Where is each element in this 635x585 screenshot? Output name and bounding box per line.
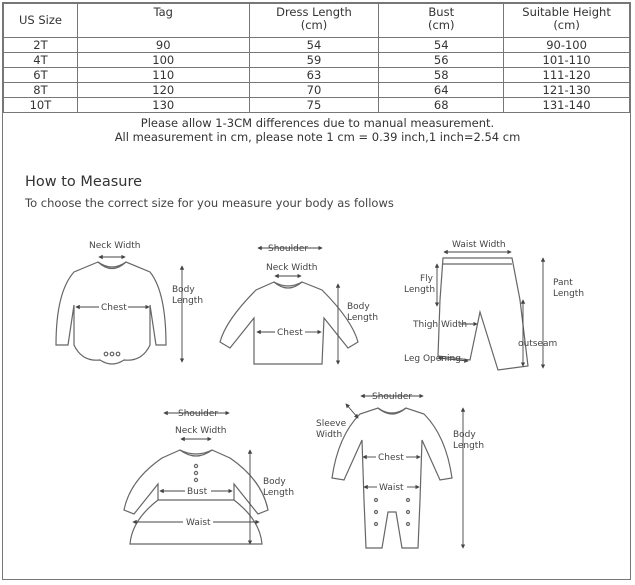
- romper-button: [407, 523, 410, 526]
- label-pant-length-2: Length: [553, 289, 585, 299]
- cell-tag: 100: [77, 53, 249, 68]
- romper-diagram: [316, 392, 484, 548]
- cell-tag: 110: [77, 68, 249, 83]
- snap-button: [110, 352, 114, 356]
- cell-suitable-height: 111-120: [504, 68, 630, 83]
- dress-collar: [180, 450, 212, 456]
- label-shoulder: Shoulder: [268, 244, 309, 254]
- label-body-length-2: Length: [453, 441, 485, 451]
- romper-button: [375, 499, 378, 502]
- label-body-length-2: Length: [347, 313, 379, 323]
- label-leg-opening: Leg Opening: [404, 354, 461, 364]
- label-body-length-1: Body: [263, 477, 286, 487]
- pants-diagram: [404, 240, 584, 370]
- shirt-diagram: [220, 244, 378, 364]
- romper-button: [375, 511, 378, 514]
- label-waist-width: Waist Width: [452, 240, 506, 250]
- cell-tag: 120: [77, 83, 249, 98]
- cell-us-size: 4T: [4, 53, 78, 68]
- cell-us-size: 10T: [4, 98, 78, 113]
- cell-dress-length: 63: [249, 68, 379, 83]
- cell-us-size: 8T: [4, 83, 78, 98]
- header-dress-length: Dress Length (cm): [249, 4, 379, 38]
- dress-button: [194, 471, 197, 474]
- snap-button: [116, 352, 120, 356]
- cell-suitable-height: 90-100: [504, 38, 630, 53]
- cell-suitable-height: 121-130: [504, 83, 630, 98]
- cell-us-size: 2T: [4, 38, 78, 53]
- shirt-collar: [274, 282, 302, 288]
- cell-suitable-height: 101-110: [504, 53, 630, 68]
- label-fly-length-2: Length: [404, 285, 436, 295]
- bodysuit-outline: [56, 262, 166, 364]
- how-to-measure-title: How to Measure: [25, 174, 143, 190]
- label-outseam: outseam: [518, 339, 558, 349]
- romper-button: [407, 499, 410, 502]
- label-waist: Waist: [186, 518, 211, 528]
- label-chest: Chest: [378, 453, 404, 463]
- how-to-measure-subtitle: To choose the correct size for you measure your body as follows: [25, 196, 394, 210]
- header-suitable-height: Suitable Height (cm): [504, 4, 630, 38]
- label-neck-width: Neck Width: [266, 263, 318, 273]
- header-tag: Tag: [77, 4, 249, 38]
- dress-button: [194, 478, 197, 481]
- label-sleeve-width-2: Width: [316, 430, 343, 440]
- label-waist: Waist: [379, 483, 404, 493]
- label-body-length-1: Body: [347, 302, 370, 312]
- label-body-length-2: Length: [263, 488, 295, 498]
- header-us-size: US Size: [4, 4, 78, 38]
- cell-tag: 130: [77, 98, 249, 113]
- snap-button: [104, 352, 108, 356]
- cell-dress-length: 70: [249, 83, 379, 98]
- label-sleeve-width-1: Sleeve: [316, 419, 347, 429]
- dress-button: [194, 464, 197, 467]
- cell-tag: 90: [77, 38, 249, 53]
- label-chest: Chest: [101, 303, 127, 313]
- label-neck-width: Neck Width: [89, 241, 141, 251]
- label-shoulder: Shoulder: [372, 392, 413, 402]
- shirt-outline: [220, 282, 358, 364]
- cell-bust: 64: [379, 83, 504, 98]
- cell-bust: 58: [379, 68, 504, 83]
- cell-dress-length: 75: [249, 98, 379, 113]
- bodysuit-diagram: [56, 241, 203, 364]
- romper-button: [375, 523, 378, 526]
- label-thigh-width: Thigh Width: [413, 320, 468, 330]
- label-chest: Chest: [277, 328, 303, 338]
- header-bust: Bust (cm): [379, 4, 504, 38]
- cell-dress-length: 54: [249, 38, 379, 53]
- label-neck-width: Neck Width: [175, 426, 227, 436]
- romper-button: [407, 511, 410, 514]
- dress-diagram: [124, 409, 294, 544]
- label-body-length-1: Body: [172, 285, 195, 295]
- label-bust: Bust: [187, 487, 208, 497]
- cell-bust: 56: [379, 53, 504, 68]
- label-shoulder: Shoulder: [178, 409, 219, 419]
- sleeve-width-line: [346, 404, 358, 418]
- label-body-length-1: Body: [453, 430, 476, 440]
- romper-outline: [332, 408, 452, 548]
- note-unit-conversion: All measurement in cm, please note 1 cm = 0.39 inch,1 inch=2.54 cm: [114, 130, 521, 144]
- note-measurement-tolerance: Please allow 1-3CM differences due to manual measurement.: [140, 116, 495, 130]
- cell-dress-length: 59: [249, 53, 379, 68]
- cell-us-size: 6T: [4, 68, 78, 83]
- cell-bust: 68: [379, 98, 504, 113]
- label-fly-length-1: Fly: [420, 274, 434, 284]
- cell-bust: 54: [379, 38, 504, 53]
- label-pant-length-1: Pant: [553, 278, 573, 288]
- label-body-length-2: Length: [172, 296, 204, 306]
- cell-suitable-height: 131-140: [504, 98, 630, 113]
